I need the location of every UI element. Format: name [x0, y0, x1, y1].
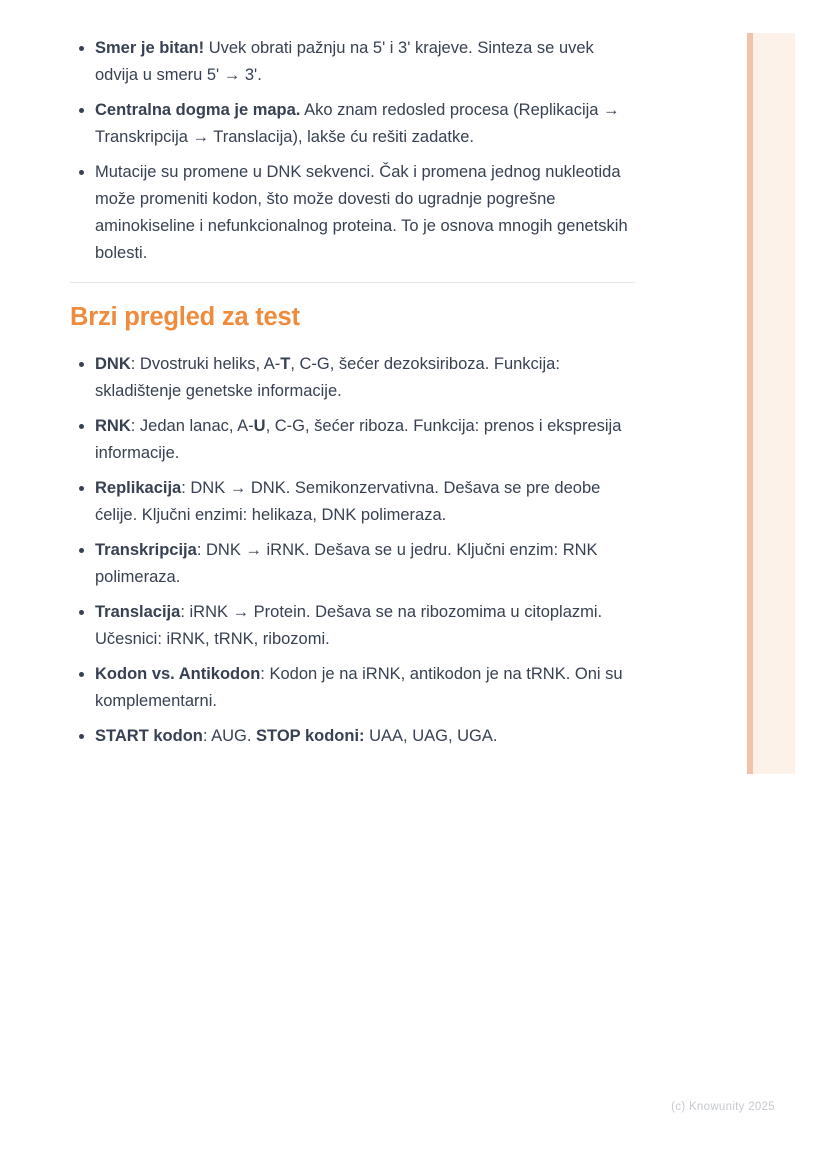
list-item	[70, 723, 637, 750]
notes-content	[70, 35, 637, 750]
list-item	[70, 413, 637, 467]
bullet-marker-icon	[79, 672, 84, 677]
list-item	[70, 159, 637, 267]
list-item	[70, 351, 637, 405]
list-item-text: START kodon: AUG. STOP kodoni: UAA, UAG, UGA.	[95, 727, 498, 745]
bullet-marker-icon	[79, 734, 84, 739]
bullet-marker-icon	[79, 424, 84, 429]
bullet-marker-icon	[79, 486, 84, 491]
list-item	[70, 97, 637, 151]
list-item-text: Centralna dogma je mapa. Ako znam redosled procesa (Replikacija → Transkripcija → Translacija), lakše ću rešiti zadatke.	[95, 101, 620, 146]
list-item-text: Replikacija: DNK → DNK. Semikonzervativna. Dešava se pre deobe ćelije. Ključni enzimi: helikaza, DNK polimeraza.	[95, 479, 601, 524]
bullet-marker-icon	[79, 170, 84, 175]
page-edge-stripe	[747, 33, 795, 774]
list-item	[70, 475, 637, 529]
bullet-marker-icon	[79, 548, 84, 553]
bullet-marker-icon	[79, 108, 84, 113]
bullet-marker-icon	[79, 362, 84, 367]
review-list	[70, 351, 637, 750]
copyright-notice: (c) Knowunity 2025	[671, 1101, 775, 1113]
list-item-text: Translacija: iRNK → Protein. Dešava se na ribozomima u citoplazmi. Učesnici: iRNK, tRNK, ribozomi.	[95, 603, 603, 648]
list-item	[70, 661, 637, 715]
key-points-list	[70, 35, 637, 267]
list-item	[70, 537, 637, 591]
list-item-text: DNK: Dvostruki heliks, A-T, C-G, šećer dezoksiriboza. Funkcija: skladištenje genetske informacije.	[95, 355, 560, 400]
list-item-text: Mutacije su promene u DNK sekvenci. Čak i promena jednog nukleotida može promeniti kodon, što može dovesti do ugradnje pogrešne aminokiseline i nefunkcionalnog proteina. To je osnova mnogih genetskih bolesti.	[95, 163, 628, 262]
bullet-marker-icon	[79, 610, 84, 615]
list-item	[70, 599, 637, 653]
list-item-text: RNK: Jedan lanac, A-U, C-G, šećer riboza. Funkcija: prenos i ekspresija informacije.	[95, 417, 622, 462]
list-item-text: Kodon vs. Antikodon: Kodon je na iRNK, antikodon je na tRNK. Oni su komplementarni.	[95, 665, 623, 710]
list-item-text: Smer je bitan! Uvek obrati pažnju na 5' i 3' krajeve. Sinteza se uvek odvija u smeru 5' → 3'.	[95, 39, 594, 84]
section-heading: Brzi pregled za test	[70, 303, 300, 331]
list-item-text: Transkripcija: DNK → iRNK. Dešava se u jedru. Ključni enzim: RNK polimeraza.	[95, 541, 598, 586]
section-divider	[70, 282, 635, 283]
list-item	[70, 35, 637, 89]
bullet-marker-icon	[79, 46, 84, 51]
